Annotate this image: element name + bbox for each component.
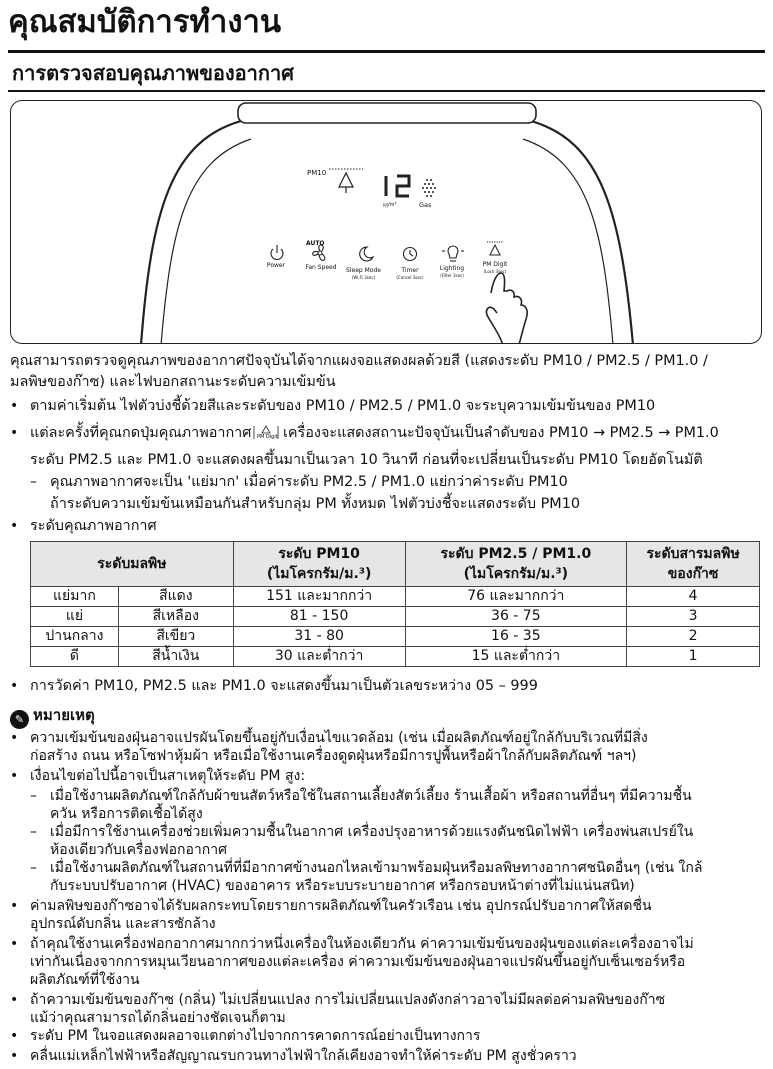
dash-very-bad: คุณภาพอากาศจะเป็น 'แย่มาก' เมื่อค่าระดับ PM2.5 / PM1.0 แย่กว่าค่าระดับ PM10 bbox=[50, 474, 568, 490]
table-row: ดี สีน้ำเงิน 30 และต่ำกว่า 15 และต่ำกว่า 1 bbox=[31, 647, 760, 667]
gas-label: Gas bbox=[419, 201, 432, 209]
fan-speed-button[interactable] bbox=[301, 264, 341, 271]
note-line: ควัน หรือการติดเชื้อได้สูง bbox=[50, 806, 203, 822]
note-line: ถ้าคุณใช้งานเครื่องฟอกอากาศมากกว่าหนึ่งเครื่องในห้องเดียวกัน ค่าความเข้มข้นของฝุ่นของแต่ละเครื่องอาจไม่ bbox=[30, 936, 694, 952]
fan-icon bbox=[313, 245, 325, 260]
note-icon: ✎ bbox=[10, 710, 29, 729]
pm-digit-icon bbox=[487, 242, 503, 255]
timer-sub: (Cancel 3sec) bbox=[396, 275, 424, 280]
power-label: Power bbox=[266, 262, 286, 269]
lighting-sub: (Filter 3sec) bbox=[440, 273, 464, 278]
pm-digit-sub: (Lock 3sec) bbox=[483, 269, 507, 274]
note-line: ค่ามลพิษของก๊าซอาจได้รับผลกระทบโดยรายการผลิตภัณฑ์ในครัวเรือน เช่น อุปกรณ์ปรับอากาศให้สดชื่น bbox=[30, 898, 652, 914]
title-rule bbox=[8, 50, 765, 53]
note-line: เมื่อมีการใช้งานเครื่องช่วยเพิ่มความชื้นในอากาศ เครื่องปรุงอาหารด้วยแรงดันชนิดไฟฟ้า เครื่องพ่นสเปรย์ใน bbox=[50, 824, 694, 840]
sleep-mode-sub: (Wi-Fi 3sec) bbox=[351, 275, 376, 280]
bullet-dot: • bbox=[10, 518, 19, 534]
note-line: เมื่อใช้งานผลิตภัณฑ์ใกล้กับผ้าขนสัตว์หรือใช้ในสถานเลี้ยงสัตว์เลี้ยง ร้านเสื้อผ้า หรือสถานที่อื่นๆ ที่มีความชื้น bbox=[50, 788, 692, 804]
intro-line-2: มลพิษของก๊าซ) และไฟบอกสถานะระดับความเข้มข้น bbox=[10, 374, 336, 390]
header-pm25: ระดับ PM2.5 / PM1.0 (ไมโครกรัม/ม.³) bbox=[405, 542, 627, 587]
dash-mark: – bbox=[30, 788, 37, 804]
bullet-press-line2: ระดับ PM2.5 และ PM1.0 จะแสดงผลขึ้นมาเป็นเวลา 10 วินาที ก่อนที่จะเปลี่ยนเป็นระดับ PM10 โดยอัตโนมัติ bbox=[30, 452, 703, 468]
unit-label: ㎍/m³ bbox=[383, 202, 397, 208]
gas-dot-icon bbox=[422, 179, 436, 197]
sleep-mode-button[interactable] bbox=[341, 267, 386, 281]
digit-display bbox=[386, 176, 409, 196]
power-icon bbox=[271, 245, 283, 259]
power-button[interactable] bbox=[261, 262, 291, 269]
note-line: ก่อสร้าง ถนน หรือโซฟาหุ้มผ้า หรือเมื่อใช้งานเครื่องดูดฝุ่นหรือมีการปูพื้นหรือผ้าใกล้กับผลิตภัณฑ์ ฯลฯ) bbox=[30, 748, 637, 764]
bullet-press-cont: เครื่องจะแสดงสถานะปัจจุบันเป็นลำดับของ PM10 → PM2.5 → PM1.0 bbox=[283, 425, 719, 441]
note-line: ผลิตภัณฑ์ที่ใช้งาน bbox=[30, 972, 140, 988]
dash-mark: – bbox=[30, 860, 37, 876]
fan-speed-label: Fan Speed bbox=[305, 264, 337, 271]
page-title: คุณสมบัติการทำงาน bbox=[8, 4, 282, 40]
table-row: แย่มาก สีแดง 151 และมากกว่า 76 และมากกว่า 4 bbox=[31, 587, 760, 607]
bulb-icon bbox=[442, 246, 464, 261]
control-panel-drawing bbox=[11, 101, 762, 344]
bullet-press: แต่ละครั้งที่คุณกดปุ่มคุณภาพอากาศ bbox=[30, 425, 252, 441]
table-row: แย่ สีเหลือง 81 - 150 36 - 75 3 bbox=[31, 607, 760, 627]
hand-pointer-icon bbox=[486, 273, 527, 344]
note-line: ห้องเดียวกับเครื่องฟอกอากาศ bbox=[50, 842, 227, 858]
pm-digit-inline-icon bbox=[253, 424, 279, 441]
dash-mark: – bbox=[30, 824, 37, 840]
bullet-dot: • bbox=[10, 398, 19, 414]
clock-icon bbox=[404, 248, 417, 261]
bullet-dot: • bbox=[10, 1048, 19, 1064]
note-heading bbox=[10, 705, 95, 729]
lighting-button[interactable] bbox=[432, 265, 472, 279]
moon-icon bbox=[360, 247, 373, 261]
header-pollution-level: ระดับมลพิษ bbox=[31, 542, 234, 587]
dash-mark: – bbox=[30, 474, 37, 490]
note-line: แม้ว่าคุณสามารถได้กลิ่นอย่างชัดเจนก็ตาม bbox=[30, 1010, 286, 1026]
bullet-air-level: ระดับคุณภาพอากาศ bbox=[30, 518, 157, 534]
bullet-dot: • bbox=[10, 425, 19, 441]
dash-same-level: ถ้าระดับความเข้มข้นเหมือนกันสำหรับกลุ่ม PM ทั้งหมด ไฟตัวบ่งชี้จะแสดงระดับ PM10 bbox=[50, 496, 581, 512]
bullet-dot: • bbox=[10, 768, 19, 784]
air-quality-table bbox=[30, 541, 760, 667]
bullet-dot: • bbox=[10, 678, 19, 694]
pm-indicator-icon bbox=[329, 169, 363, 193]
control-panel-illustration bbox=[10, 100, 762, 344]
timer-label: Timer bbox=[401, 267, 419, 274]
pm-digit-label: PM Digit bbox=[482, 261, 508, 268]
section-rule bbox=[8, 90, 765, 92]
sleep-mode-label: Sleep Mode bbox=[346, 267, 381, 274]
note-line: อุปกรณ์ดับกลิ่น และสารซักล้าง bbox=[30, 916, 216, 932]
auto-label: AUTO bbox=[306, 240, 325, 247]
header-gas: ระดับสารมลพิษ ของก๊าซ bbox=[627, 542, 760, 587]
bullet-dot: • bbox=[10, 730, 19, 746]
header-pm10: ระดับ PM10 (ไมโครกรัม/ม.³) bbox=[233, 542, 405, 587]
note-line: ระดับ PM ในจอแสดงผลอาจแตกต่างไปจากการคาดการณ์อย่างเป็นทางการ bbox=[30, 1028, 481, 1044]
note-title: หมายเหตุ bbox=[33, 706, 95, 724]
note-line: ความเข้มข้นของฝุ่นอาจแปรผันโดยขึ้นอยู่กับเงื่อนไขแวดล้อม (เช่น เมื่อผลิตภัณฑ์อยู่ใกล้กับบริเวณที่มีสิ่ง bbox=[30, 730, 648, 746]
bullet-default: ตามค่าเริ่มต้น ไฟตัวบ่งชี้ด้วยสีและระดับของ PM10 / PM2.5 / PM1.0 จะระบุความเข้มข้นของ PM10 bbox=[30, 398, 656, 414]
bullet-dot: • bbox=[10, 992, 19, 1008]
bullet-dot: • bbox=[10, 936, 19, 952]
note-line: คลื่นแม่เหล็กไฟฟ้าหรือสัญญาณรบกวนทางไฟฟ้าใกล้เคียงอาจทำให้ค่าระดับ PM สูงชั่วคราว bbox=[30, 1048, 577, 1064]
intro-line-1: คุณสามารถตรวจดูคุณภาพของอากาศปัจจุบันได้จากแผงจอแสดงผลด้วยสี (แสดงระดับ PM10 / PM2.5 / PM1.0 / bbox=[10, 353, 708, 369]
bullet-dot: • bbox=[10, 1028, 19, 1044]
bullet-range: การวัดค่า PM10, PM2.5 และ PM1.0 จะแสดงขึ้นมาเป็นตัวเลขระหว่าง 05 – 999 bbox=[30, 678, 538, 694]
svg-text:PM Digit: PM Digit bbox=[257, 434, 278, 440]
bullet-dot: • bbox=[10, 898, 19, 914]
lighting-label: Lighting bbox=[439, 265, 465, 272]
pm-digit-button[interactable] bbox=[477, 261, 513, 275]
section-title: การตรวจสอบคุณภาพของอากาศ bbox=[12, 61, 294, 85]
note-line: เงื่อนไขต่อไปนี้อาจเป็นสาเหตุให้ระดับ PM สูง: bbox=[30, 768, 306, 784]
note-line: เมื่อใช้งานผลิตภัณฑ์ในสถานที่ที่มีอากาศข้างนอกไหลเข้ามาพร้อมฝุ่นหรือมลพิษทางอากาศชนิดอื่นๆ (เช่น ใกล้ bbox=[50, 860, 703, 876]
note-line: ถ้าความเข้มข้นของก๊าซ (กลิ่น) ไม่เปลี่ยนแปลง การไม่เปลี่ยนแปลงดังกล่าวอาจไม่มีผลต่อค่ามลพิษของก๊าซ bbox=[30, 992, 666, 1008]
table-row: ปานกลาง สีเขียว 31 - 80 16 - 35 2 bbox=[31, 627, 760, 647]
note-line: กับระบบปรับอากาศ (HVAC) ของอาคาร หรือระบบระบายอากาศ หรือกรอบหน้าต่างที่ไม่แน่นสนิท) bbox=[50, 878, 635, 894]
note-line: เท่ากันเนื่องจากการหมุนเวียนอากาศของแต่ละเครื่อง ค่าความเข้มข้นของฝุ่นอาจแปรผันขึ้นอยู่กับเซ็นเซอร์หรือ bbox=[30, 954, 686, 970]
timer-button[interactable] bbox=[389, 267, 431, 281]
pm-label: PM10 bbox=[307, 169, 327, 177]
